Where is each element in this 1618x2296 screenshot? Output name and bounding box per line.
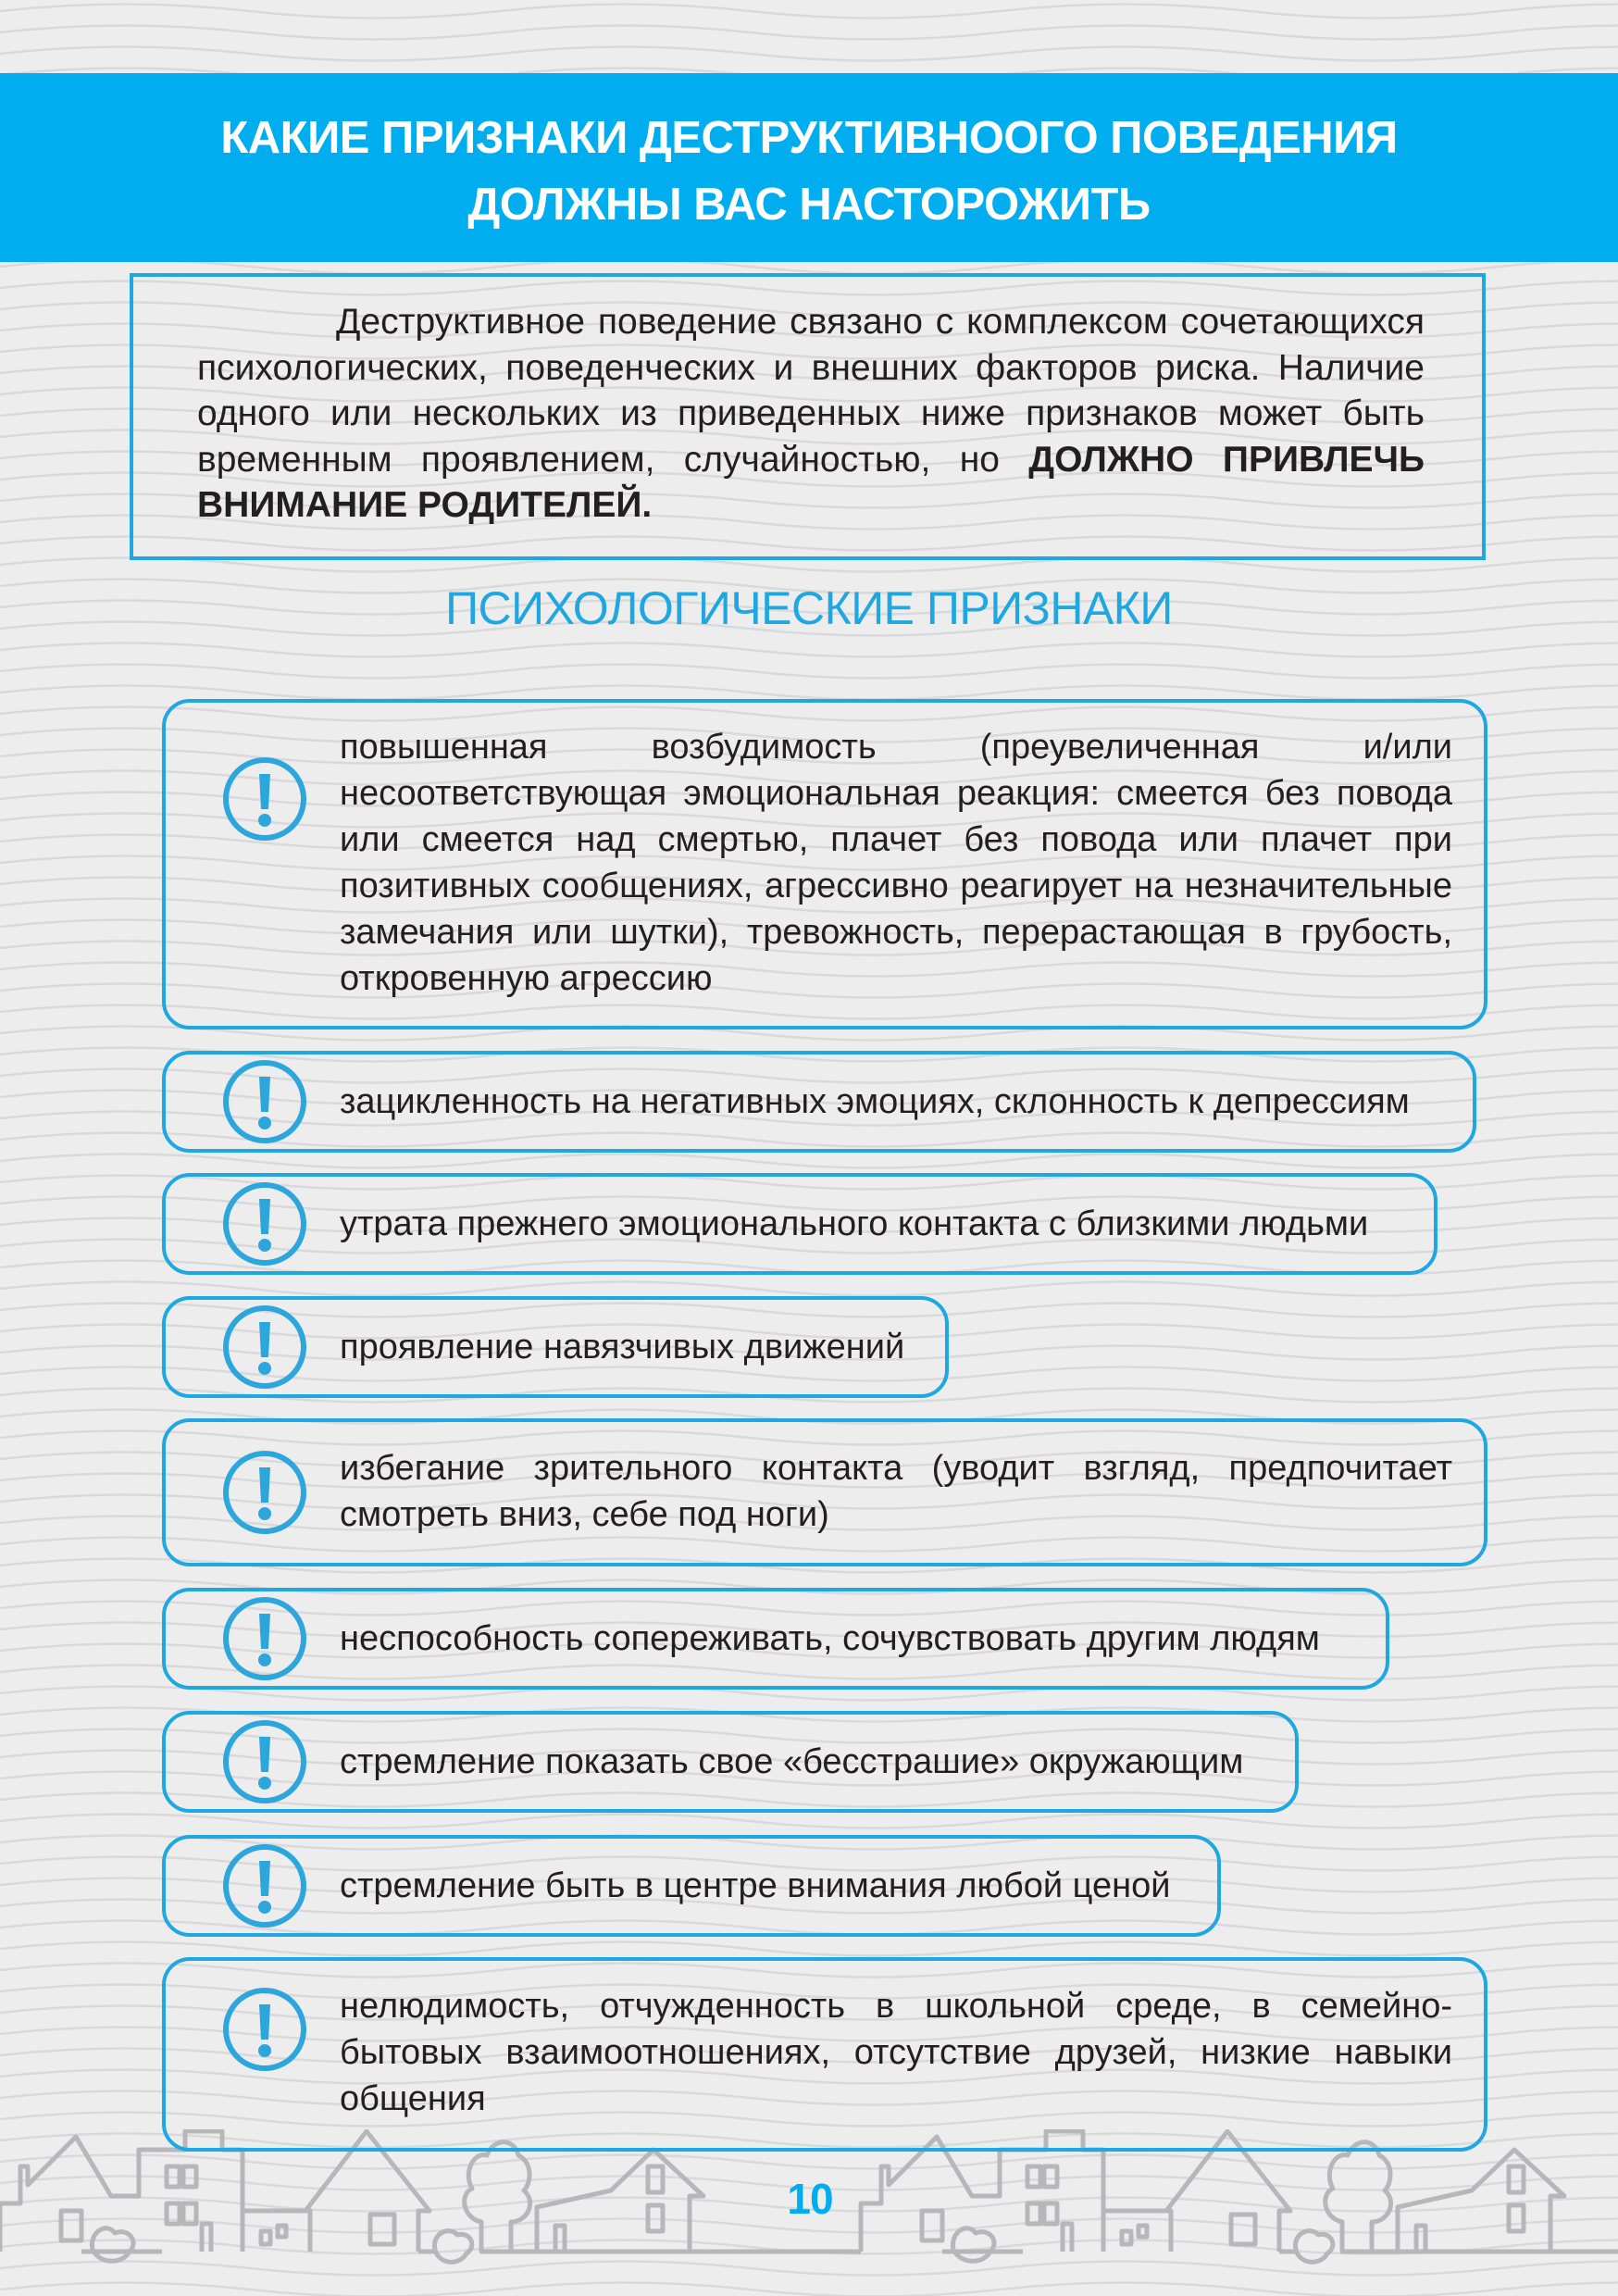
intro-text xyxy=(197,299,1425,529)
sign-card xyxy=(162,699,1487,1029)
sign-text: стремление быть в центре внимания любой ценой xyxy=(340,1866,1171,1905)
sign-line: избегание зрительного контакта (уводит взгляд, предпочитает xyxy=(340,1449,1452,1488)
sign-line: смотреть вниз, себе под ноги) xyxy=(340,1495,829,1534)
sign-line: повышенная возбудимость (преувеличенная и/или xyxy=(340,728,1452,767)
header-banner xyxy=(0,73,1618,262)
sign-card xyxy=(162,1173,1438,1275)
exclamation-circle-icon xyxy=(221,1449,308,1536)
page-title-line-1: КАКИЕ ПРИЗНАКИ ДЕСТРУКТИВНООГО ПОВЕДЕНИЯ xyxy=(220,113,1398,163)
intro-line xyxy=(197,437,1425,483)
sign-line: несоответствующая эмоциональная реакция: смеется без повода xyxy=(340,774,1452,813)
sign-text: зацикленность на негативных эмоциях, склонность к депрессиям xyxy=(340,1082,1410,1121)
intro-line: психологических, поведенческих и внешних факторов риска. Наличие xyxy=(197,347,1425,388)
sign-line: бытовых взаимоотношениях, отсутствие друзей, низкие навыки xyxy=(340,2033,1452,2072)
sign-text: стремление показать свое «бесстрашие» окружающим xyxy=(340,1742,1244,1781)
sign-line: замечания или шутки), тревожность, перерастающая в грубость, xyxy=(340,913,1452,952)
sign-card xyxy=(162,1296,949,1398)
sign-line: позитивных сообщениях, агрессивно реагирует на незначительные xyxy=(340,867,1452,905)
sign-card xyxy=(162,1418,1487,1566)
sign-text: неспособность сопереживать, сочувствовать другим людям xyxy=(340,1619,1320,1658)
sign-card xyxy=(162,1835,1221,1937)
sign-card xyxy=(162,1588,1389,1690)
exclamation-circle-icon xyxy=(221,1180,308,1267)
sign-text xyxy=(340,1445,1452,1538)
sign-line: откровенную агрессию xyxy=(340,959,713,998)
page-title-line-2: ДОЛЖНЫ ВАС НАСТОРОЖИТЬ xyxy=(467,180,1151,230)
sign-text xyxy=(340,1983,1452,2122)
exclamation-circle-icon xyxy=(221,1058,308,1145)
exclamation-circle-icon xyxy=(221,1304,308,1391)
exclamation-circle-icon xyxy=(221,1718,308,1805)
intro-box xyxy=(130,273,1486,560)
sign-text: утрата прежнего эмоционального контакта с близкими людьми xyxy=(340,1204,1369,1243)
exclamation-circle-icon xyxy=(221,1842,308,1929)
sign-text xyxy=(340,724,1452,1002)
exclamation-circle-icon xyxy=(221,1986,308,2073)
sign-card xyxy=(162,1051,1476,1153)
intro-line-regular: временным проявлением, случайностью, но xyxy=(197,439,1029,480)
sign-card xyxy=(162,1711,1299,1813)
sign-text: проявление навязчивых движений xyxy=(340,1328,905,1366)
intro-emphasis-line: ВНИМАНИЕ РОДИТЕЛЕЙ. xyxy=(197,485,653,525)
sign-line: или смеется над смертью, плачет без повода или плачет при xyxy=(340,820,1452,859)
sign-line: нелюдимость, отчужденность в школьной среде, в семейно- xyxy=(340,1987,1452,2026)
intro-line: Деструктивное поведение связано с комплексом сочетающихся xyxy=(336,302,1425,342)
intro-emphasis: ДОЛЖНО ПРИВЛЕЧЬ xyxy=(1028,439,1425,480)
sign-card xyxy=(162,1957,1487,2152)
section-title: ПСИХОЛОГИЧЕСКИЕ ПРИЗНАКИ xyxy=(445,582,1173,634)
intro-line: одного или нескольких из приведенных ниже признаков может быть xyxy=(197,393,1425,433)
sign-line: общения xyxy=(340,2079,486,2118)
exclamation-circle-icon xyxy=(221,755,308,842)
exclamation-circle-icon xyxy=(221,1595,308,1682)
page-number: 10 xyxy=(787,2175,833,2223)
